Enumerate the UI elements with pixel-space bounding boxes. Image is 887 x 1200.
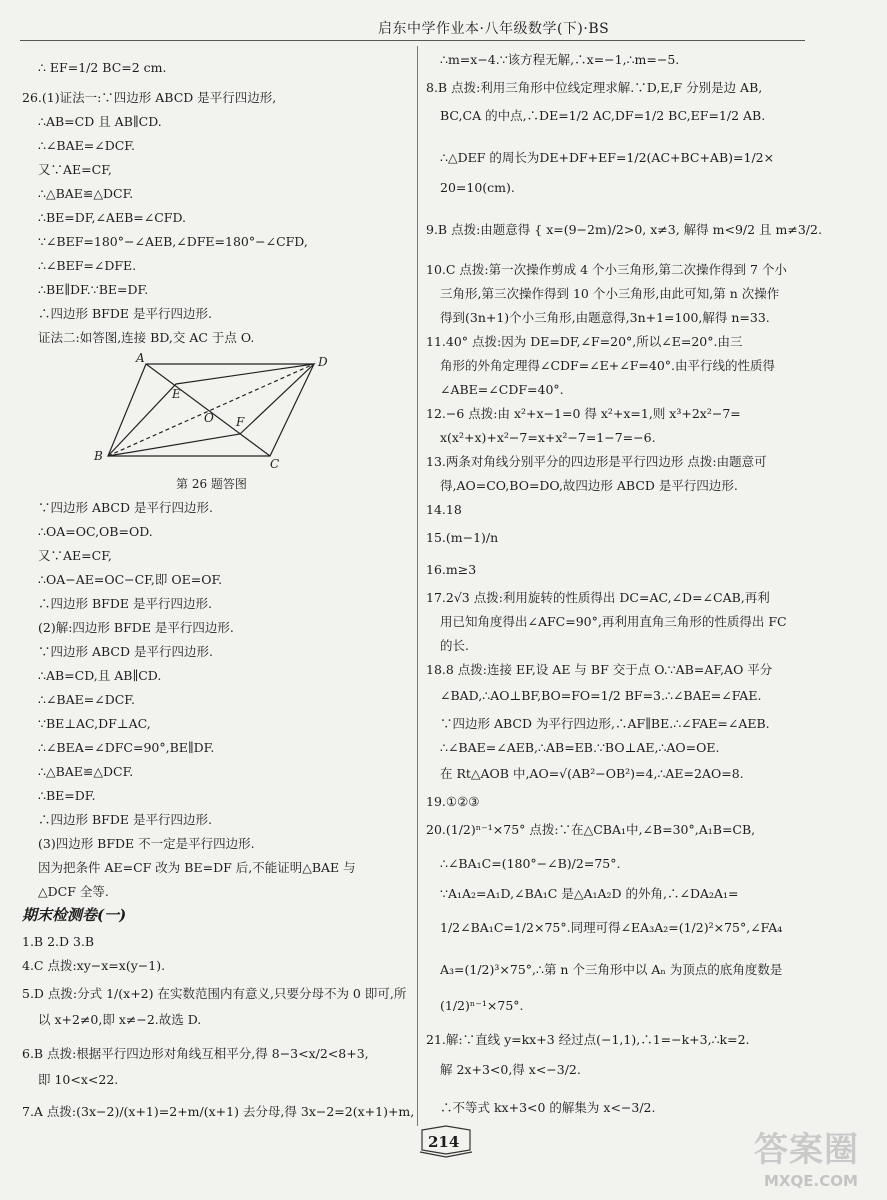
text-line: ∴四边形 BFDE 是平行四边形. bbox=[38, 306, 212, 321]
parallelogram-diagram bbox=[84, 348, 344, 468]
text-line: 21.解:∵直线 y=kx+3 经过点(−1,1),∴1=−k+3,∴k=2. bbox=[426, 1032, 750, 1047]
text-line: ∵四边形 ABCD 是平行四边形. bbox=[38, 500, 213, 515]
page-number: 214 bbox=[428, 1133, 460, 1151]
figure-caption: 第 26 题答图 bbox=[176, 477, 247, 491]
text-line: 在 Rt△AOB 中,AO=√(AB²−OB²)=4,∴AE=2AO=8. bbox=[440, 766, 744, 781]
text-line: 12.−6 点拨:由 x²+x−1=0 得 x²+x=1,则 x³+2x²−7= bbox=[426, 406, 741, 421]
text-line: 的长. bbox=[440, 638, 469, 653]
text-line: 11.40° 点拨:因为 DE=DF,∠F=20°,所以∠E=20°.由三 bbox=[426, 334, 743, 349]
text-line: 16.m≥3 bbox=[426, 562, 477, 577]
text-line: 4.C 点拨:xy−x=x(y−1). bbox=[22, 958, 166, 973]
text-line: ∴ EF=1/2 BC=2 cm. bbox=[38, 60, 167, 75]
label-d: D bbox=[318, 355, 328, 369]
text-line: ∴∠BAE=∠DCF. bbox=[38, 692, 135, 707]
text-line: 角形的外角定理得∠CDF=∠E+∠F=40°.由平行线的性质得 bbox=[440, 358, 776, 373]
text-line: 8.B 点拨:利用三角形中位线定理求解.∵D,E,F 分别是边 AB, bbox=[426, 80, 763, 95]
text-line: (2)解:四边形 BFDE 是平行四边形. bbox=[38, 620, 234, 635]
text-line: A₃=(1/2)³×75°,∴第 n 个三角形中以 Aₙ 为顶点的底角度数是 bbox=[440, 962, 783, 977]
text-line: 26.(1)证法一:∵四边形 ABCD 是平行四边形, bbox=[22, 90, 277, 105]
text-line: 18.8 点拨:连接 EF,设 AE 与 BF 交于点 O.∵AB=AF,AO 平分 bbox=[426, 662, 773, 677]
text-line: 9.B 点拨:由题意得 { x=(9−2m)/2>0, x≠3, 解得 m<9/2 且 m≠3/2. bbox=[426, 222, 822, 237]
text-line: ∴∠BAE=∠AEB,∴AB=EB.∵BO⊥AE,∴AO=OE. bbox=[440, 740, 720, 755]
text-line: 三角形,第三次操作得到 10 个小三角形,由此可知,第 n 次操作 bbox=[440, 286, 780, 301]
text-line: 1.B 2.D 3.B bbox=[22, 934, 95, 949]
text-line: 证法二:如答图,连接 BD,交 AC 于点 O. bbox=[38, 330, 255, 345]
text-line: ∴△BAE≌△DCF. bbox=[38, 186, 134, 201]
text-line: △DCF 全等. bbox=[38, 884, 109, 899]
text-line: (3)四边形 BFDE 不一定是平行四边形. bbox=[38, 836, 255, 851]
text-line: ∴∠BAE=∠DCF. bbox=[38, 138, 135, 153]
label-f: F bbox=[236, 415, 245, 429]
text-line: 15.(m−1)/n bbox=[426, 530, 499, 545]
text-line: ∴四边形 BFDE 是平行四边形. bbox=[38, 596, 212, 611]
diagonal-bd bbox=[108, 364, 314, 456]
text-line: 以 x+2≠0,即 x≠−2.故选 D. bbox=[38, 1012, 202, 1027]
text-line: ∴AB=CD,且 AB∥CD. bbox=[38, 668, 162, 683]
text-line: ∴△DEF 的周长为DE+DF+EF=1/2(AC+BC+AB)=1/2× bbox=[440, 150, 775, 165]
text-line: 因为把条件 AE=CF 改为 BE=DF 后,不能证明△BAE 与 bbox=[38, 860, 356, 875]
text-line: 5.D 点拨:分式 1/(x+2) 在实数范围内有意义,只要分母不为 0 即可,所 bbox=[22, 986, 407, 1001]
text-line: 用已知角度得出∠AFC=90°,再利用直角三角形的性质得出 FC bbox=[440, 614, 787, 629]
text-line: ∴四边形 BFDE 是平行四边形. bbox=[38, 812, 212, 827]
text-line: (1/2)ⁿ⁻¹×75°. bbox=[440, 998, 524, 1013]
watermark-logo: 答案圈 bbox=[754, 1130, 859, 1170]
header-rule bbox=[20, 40, 805, 41]
page-number-badge bbox=[418, 1124, 474, 1158]
text-line: 13.两条对角线分别平分的四边形是平行四边形 点拨:由题意可 bbox=[426, 454, 767, 469]
text-line: ∴∠BA₁C=(180°−∠B)/2=75°. bbox=[440, 856, 621, 871]
label-e: E bbox=[172, 387, 181, 401]
text-line: ∴∠BEA=∠DFC=90°,BE∥DF. bbox=[38, 740, 215, 755]
text-line: 得,AO=CO,BO=DO,故四边形 ABCD 是平行四边形. bbox=[440, 478, 738, 493]
text-line: 10.C 点拨:第一次操作剪成 4 个小三角形,第二次操作得到 7 个小 bbox=[426, 262, 787, 277]
text-line: 20.(1/2)ⁿ⁻¹×75° 点拨:∵在△CBA₁中,∠B=30°,A₁B=CB, bbox=[426, 822, 756, 837]
text-line: ∴∠BEF=∠DFE. bbox=[38, 258, 137, 273]
text-line: ∴AB=CD 且 AB∥CD. bbox=[38, 114, 162, 129]
text-line: x(x²+x)+x²−7=x+x²−7=1−7=−6. bbox=[440, 430, 656, 445]
page-header bbox=[0, 16, 887, 38]
text-line: ∵A₁A₂=A₁D,∠BA₁C 是△A₁A₂D 的外角,∴∠DA₂A₁= bbox=[440, 886, 739, 901]
text-line: ∴BE∥DF.∵BE=DF. bbox=[38, 282, 149, 297]
text-line: 7.A 点拨:(3x−2)/(x+1)=2+m/(x+1) 去分母,得 3x−2=2(x+1)+m, bbox=[22, 1104, 415, 1119]
text-line: BC,CA 的中点,∴DE=1/2 AC,DF=1/2 BC,EF=1/2 AB. bbox=[440, 108, 766, 123]
label-b: B bbox=[94, 449, 103, 463]
text-line: 又∵AE=CF, bbox=[38, 548, 112, 563]
text-line: ∴OA−AE=OC−CF,即 OE=OF. bbox=[38, 572, 223, 587]
text-line: 即 10<x<22. bbox=[38, 1072, 119, 1087]
text-line: 解 2x+3<0,得 x<−3/2. bbox=[440, 1062, 581, 1077]
label-o: O bbox=[204, 411, 214, 425]
text-line: ∠ABE=∠CDF=40°. bbox=[440, 382, 564, 397]
text-line: ∴△BAE≌△DCF. bbox=[38, 764, 134, 779]
text-line: 20=10(cm). bbox=[440, 180, 515, 195]
text-line: 17.2√3 点拨:利用旋转的性质得出 DC=AC,∠D=∠CAB,再利 bbox=[426, 590, 770, 605]
text-line: 6.B 点拨:根据平行四边形对角线互相平分,得 8−3<x/2<8+3, bbox=[22, 1046, 369, 1061]
text-line: ∵∠BEF=180°−∠AEB,∠DFE=180°−∠CFD, bbox=[38, 234, 308, 249]
watermark bbox=[720, 1120, 880, 1195]
text-line: ∴OA=OC,OB=OD. bbox=[38, 524, 153, 539]
text-line: ∴BE=DF,∠AEB=∠CFD. bbox=[38, 210, 187, 225]
text-line: ∵四边形 ABCD 为平行四边形,∴AF∥BE.∴∠FAE=∠AEB. bbox=[440, 716, 770, 731]
label-c: C bbox=[270, 457, 280, 468]
text-line: 又∵AE=CF, bbox=[38, 162, 112, 177]
column-divider bbox=[417, 46, 418, 1126]
section-title: 期末检测卷(一) bbox=[22, 906, 127, 924]
text-line: 得到(3n+1)个小三角形,由题意得,3n+1=100,解得 n=33. bbox=[440, 310, 770, 325]
text-line: ∵四边形 ABCD 是平行四边形. bbox=[38, 644, 213, 659]
text-line: ∵BE⊥AC,DF⊥AC, bbox=[38, 716, 151, 731]
header-title: 启东中学作业本·八年级数学(下)·BS bbox=[378, 21, 610, 37]
text-line: 19.①②③ bbox=[426, 794, 480, 809]
text-line: 14.18 bbox=[426, 502, 462, 517]
diagonal-ac bbox=[146, 364, 270, 456]
text-line: 1/2∠BA₁C=1/2×75°.同理可得∠EA₃A₂=(1/2)²×75°,∠FA₄ bbox=[440, 920, 783, 935]
label-a: A bbox=[136, 351, 145, 365]
text-line: ∴m=x−4.∵该方程无解,∴x=−1,∴m=−5. bbox=[440, 52, 680, 67]
text-line: ∴不等式 kx+3<0 的解集为 x<−3/2. bbox=[440, 1100, 656, 1115]
text-line: ∠BAD,∴AO⊥BF,BO=FO=1/2 BF=3.∴∠BAE=∠FAE. bbox=[440, 688, 762, 703]
text-line: ∴BE=DF. bbox=[38, 788, 96, 803]
watermark-url: MXQE.COM bbox=[764, 1172, 858, 1190]
